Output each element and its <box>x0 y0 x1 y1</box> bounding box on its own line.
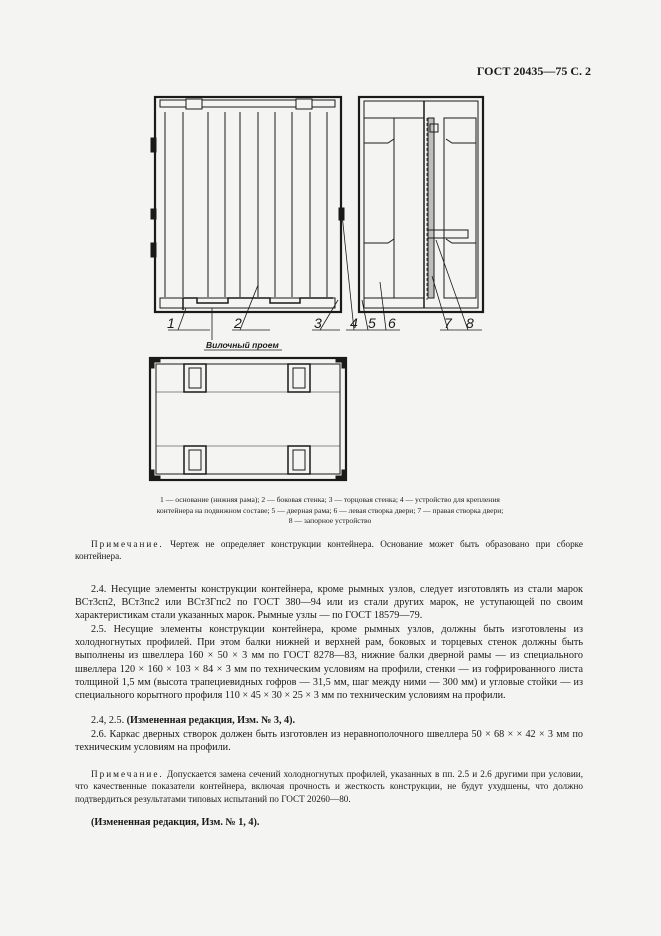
paragraph-2-5: 2.5. Несущие элементы конструкции контейнера, кроме рымных узлов, должны быть изготовлены из холодногнутых профилей. При этом балки нижней и верхней рам, боковых и торцевых стенок должны быть выполнены из швеллера 160 × 50 × 3 мм по ГОСТ 8278—83, нижние балки дверной рамы — из специального швеллера 120 × 160 × 103 × 84 × 3 мм по техническим условиям на профили, стенки — из гофрированного листа толщиной 1,5 мм (высота трапециевидных гофров — 31,5 мм, шаг между ними — 300 мм) и угловые стойки — из специального корытного профиля 110 × 45 × 30 × 25 × 3 мм по техническим условиям на профили. <box>75 624 583 702</box>
caption-line-2: контейнера на подвижном составе; 5 — дверная рама; 6 — левая створка двери; 7 — правая створка двери; <box>156 505 504 515</box>
plan-view <box>150 358 346 480</box>
fork-pocket-label: Вилочный проем <box>206 340 279 350</box>
paragraph-2-4: 2.4. Несущие элементы конструкции контейнера, кроме рымных узлов, следует изготовлять из стали марок ВСт3сп2, ВСт3пс2 или ВСт3Гпс2 по ГОСТ 380—94 или из стали других марок, не уступающей по своим характеристикам стали указанных марок. Рымные узлы — по ГОСТ 18579—79. <box>75 584 583 622</box>
paragraph-2-6: 2.6. Каркас дверных створок должен быть изготовлен из неравнополочного швеллера 50 × 68 × × 42 × 3 мм по техническим условиям на профили. <box>75 729 583 754</box>
callout-6: 6 <box>388 315 396 331</box>
amendment-prefix: 2.4, 2.5. <box>91 715 127 726</box>
note-2-label: Примечание. <box>91 769 164 779</box>
callout-5: 5 <box>368 315 376 331</box>
callout-8: 8 <box>466 315 474 331</box>
note-2 <box>75 768 583 805</box>
callout-2: 2 <box>234 315 242 331</box>
amendment-bold: (Измененная редакция, Изм. № 3, 4). <box>126 715 296 726</box>
callout-1: 1 <box>167 315 175 331</box>
note-1-label: Примечание. <box>91 539 164 549</box>
caption-line-3: 8 — запорное устройство <box>288 516 372 525</box>
callout-3: 3 <box>314 315 322 331</box>
note-1 <box>75 538 583 563</box>
callout-7: 7 <box>444 315 452 331</box>
note-1-text: Чертеж не определяет конструкции контейнера. Основание может быть образовано при сборке контейнера. <box>75 539 583 562</box>
side-view <box>151 97 344 312</box>
end-view <box>359 97 483 312</box>
caption-line-1: 1 — основание (нижняя рама); 2 — боковая стенка; 3 — торцовая стенка; 4 — устройство для крепления <box>160 495 500 504</box>
figure-caption <box>80 495 580 527</box>
callout-4: 4 <box>350 315 358 331</box>
amendment-2-4-2-5 <box>75 714 583 727</box>
note-2-text: Допускается замена сечений холодногнутых профилей, указанных в пп. 2.5 и 2.6 другими при условии, что качественные показатели контейнера, включая прочность и жесткость конструкции, не будут ухудшены, что должно подтвердиться результатами типовых испытаний по ГОСТ 20260—80. <box>75 769 583 804</box>
final-amendment: (Измененная редакция, Изм. № 1, 4). <box>91 817 260 828</box>
page-header: ГОСТ 20435—75 С. 2 <box>476 64 591 78</box>
